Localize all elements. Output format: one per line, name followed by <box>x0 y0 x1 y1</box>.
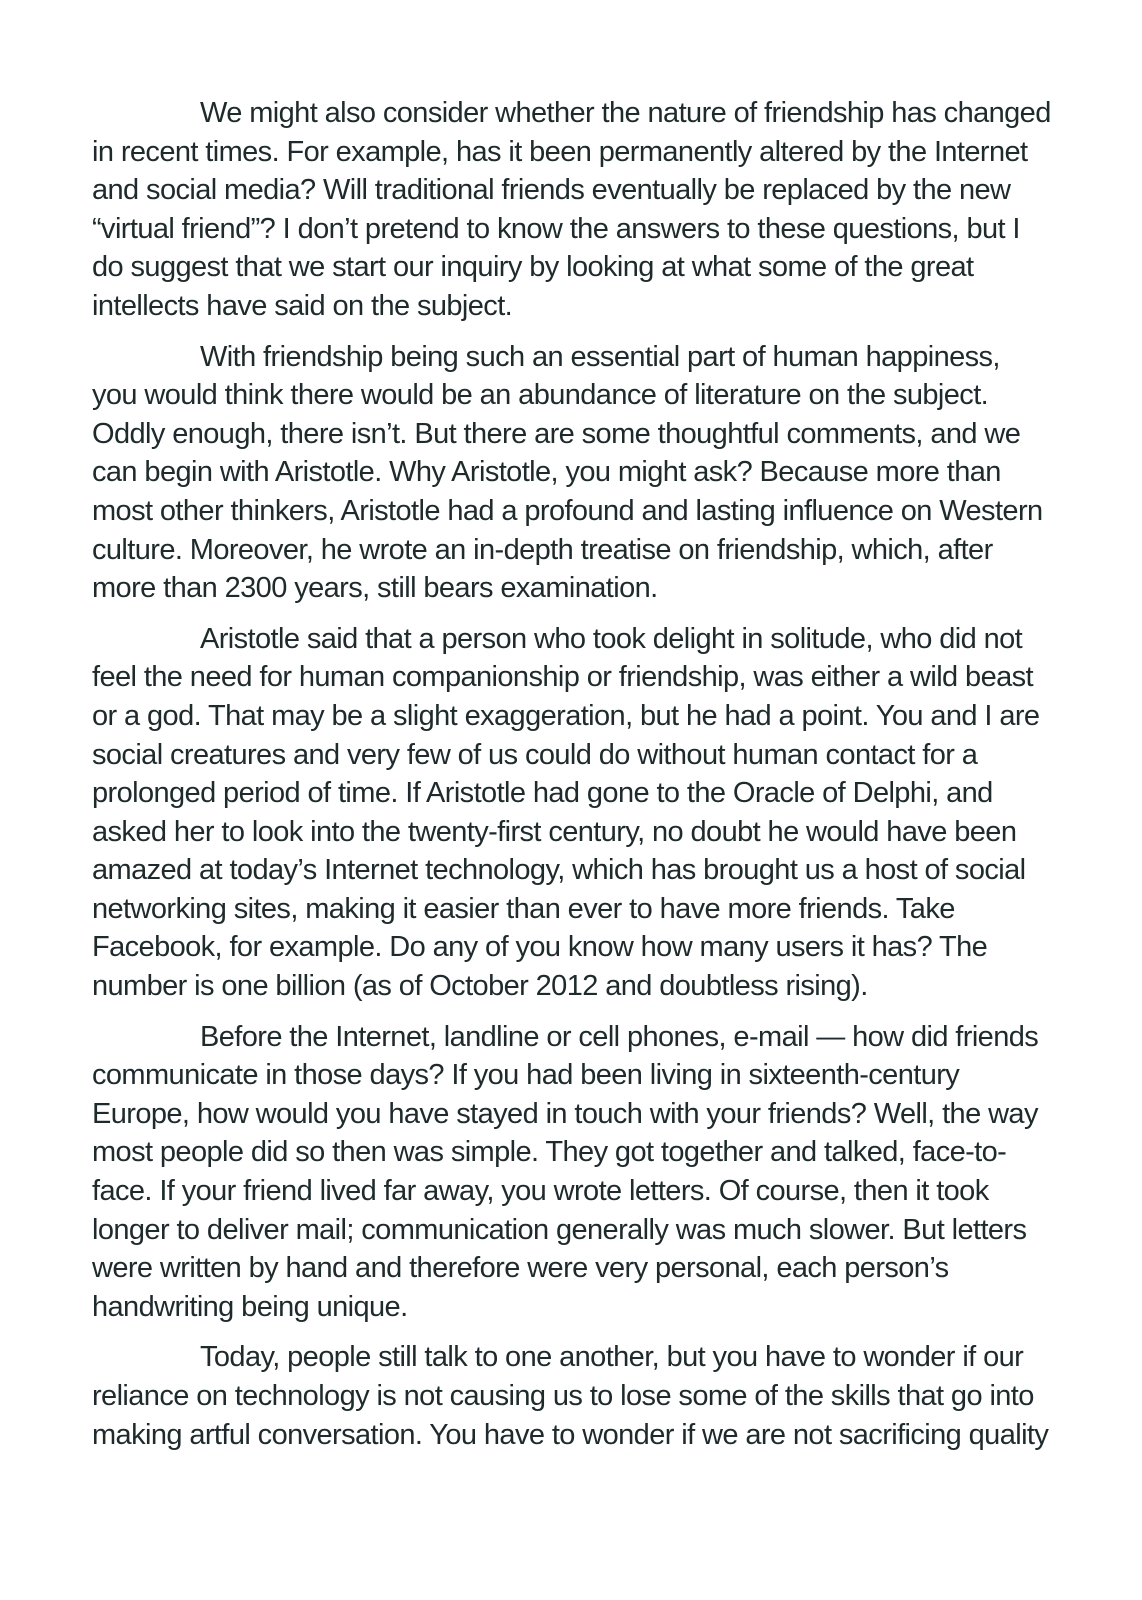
paragraph-1: We might also consider whether the nature of friendship has changed in recent times. For example, has it been permanently altered by the Internet and social media? Will traditional friends eventually be replaced by the new “virtual friend”? I don’t pretend to know the answers to these questions, but I do suggest that we start our inquiry by looking at what some of the great intellects have said on the subject. <box>92 97 1051 322</box>
paragraph-4: Before the Internet, landline or cell phones, e-mail — how did friends communicate in those days? If you had been living in sixteenth-century Europe, how would you have stayed in touch with your friends? Well, the way most people did so then was simple. They got together and talked, face-to-face. If your friend lived far away, you wrote letters. Of course, then it took longer to deliver mail; communication generally was much slower. But letters were written by hand and therefore were very personal, each person’s handwriting being unique. <box>92 1020 1039 1323</box>
paragraph-3: Aristotle said that a person who took delight in solitude, who did not feel the need for human companionship or friendship, was either a wild beast or a god. That may be a slight exaggeration, but he had a point. You and I are social creatures and very few of us could do without human contact for a prolonged period of time. If Aristotle had gone to the Oracle of Delphi, and asked her to look into the twenty-first century, no doubt he would have been amazed at today’s Internet technology, which has brought us a host of social networking sites, making it easier than ever to have more friends. Take Facebook, for example. Do any of you know how many users it has? The number is one billion (as of October 2012 and doubtless rising). <box>92 622 1040 1003</box>
document-page <box>92 94 1052 1466</box>
paragraph-2: With friendship being such an essential part of human happiness, you would think there would be an abundance of literature on the subject. Oddly enough, there isn’t. But there are some thoughtful comments, and we can begin with Aristotle. Why Aristotle, you might ask? Because more than most other thinkers, Aristotle had a profound and lasting influence on Western culture. Moreover, he wrote an in-depth treatise on friendship, which, after more than 2300 years, still bears examination. <box>92 340 1043 605</box>
paragraph-5: Today, people still talk to one another, but you have to wonder if our reliance on technology is not causing us to lose some of the skills that go into making artful conversation. You have to wonder if we are not sacrificing quality <box>92 1341 1049 1451</box>
